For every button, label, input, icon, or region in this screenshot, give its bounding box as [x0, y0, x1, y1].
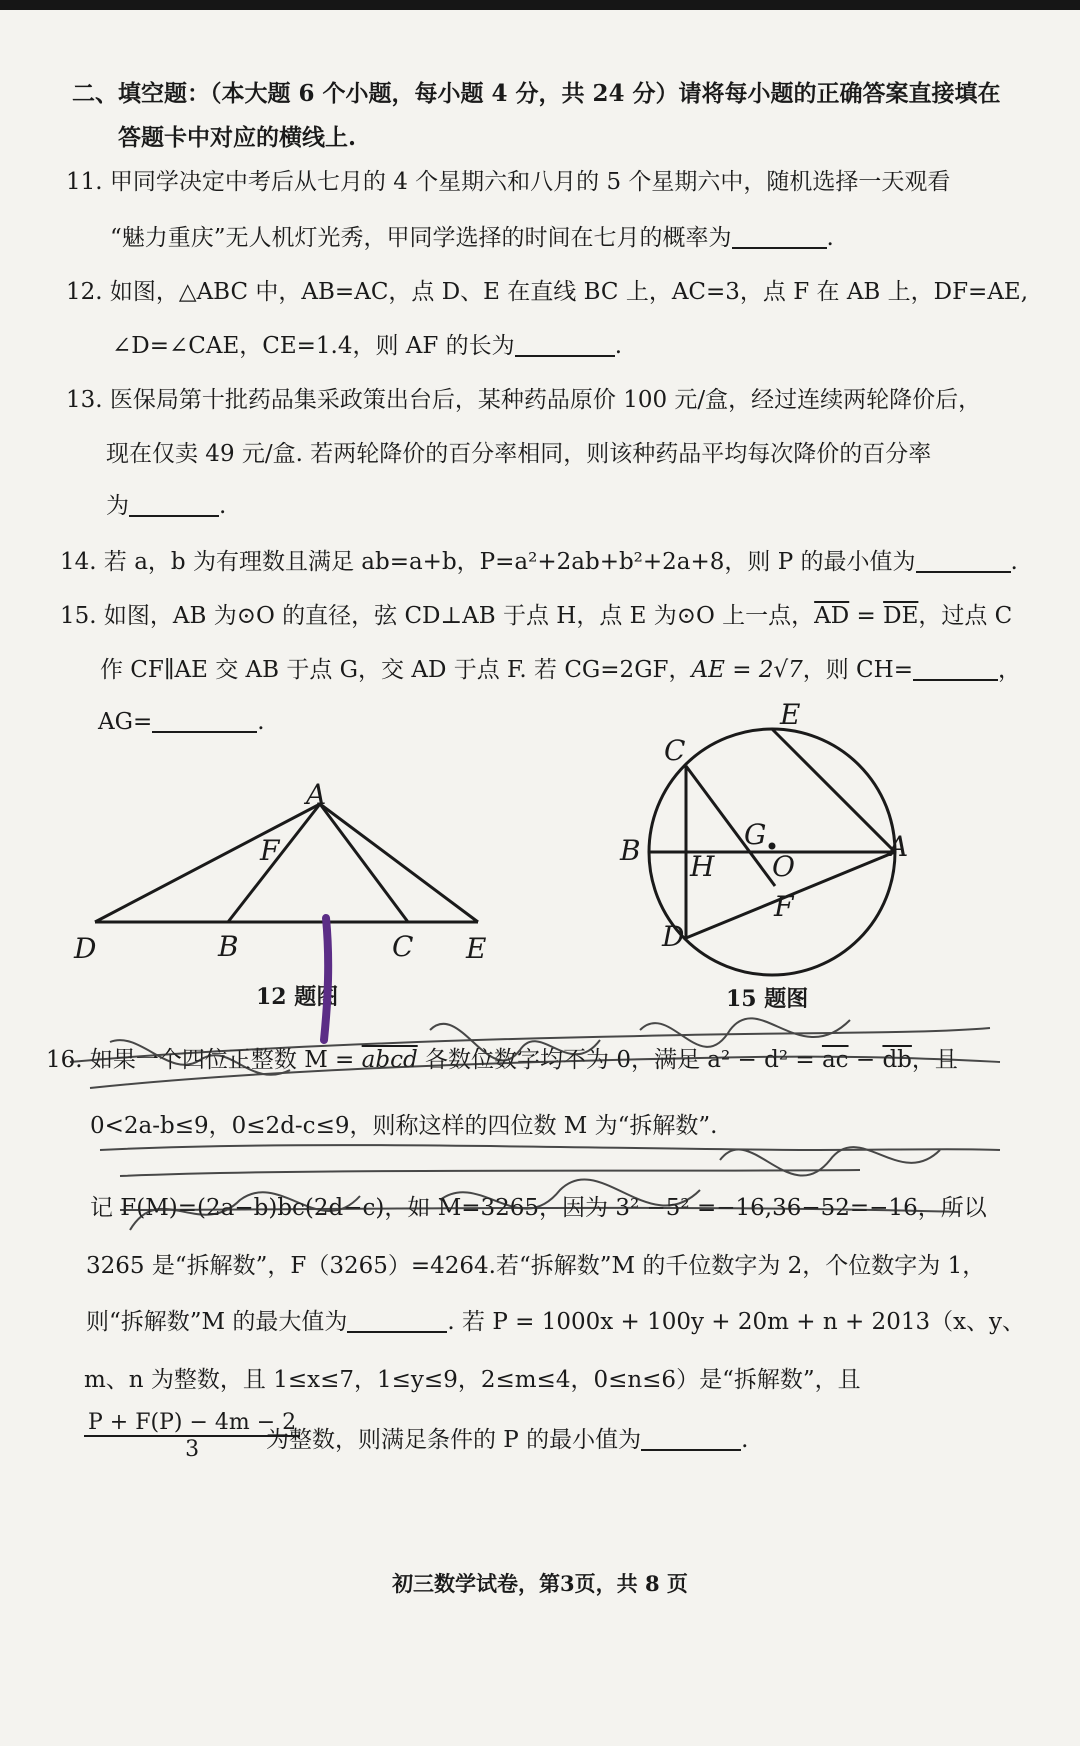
- fig12-label-a: A: [306, 778, 327, 811]
- fig15-label-c: C: [664, 734, 686, 767]
- q16-max-blank[interactable]: [347, 1309, 447, 1333]
- fig15-label-b: B: [620, 834, 641, 867]
- q16-line1: [46, 1044, 958, 1076]
- fig15-label-g: G: [744, 818, 767, 851]
- q13-answer-blank[interactable]: [129, 493, 219, 517]
- q16-min-blank[interactable]: [641, 1427, 741, 1451]
- q15-text-b: ，过点 C: [918, 603, 1013, 629]
- q16-ac: $\overline{ac}$: [821, 1047, 849, 1073]
- q15-text-a: 15. 如图，AB 为⊙O 的直径，弦 CD⊥AB 于点 H，点 E 为⊙O 上一点，: [60, 603, 815, 629]
- q12-text: ∠D=∠CAE，CE=1.4，则 AF 的长为: [112, 333, 515, 359]
- q14-period: .: [1010, 549, 1018, 575]
- q15-comma: ，: [998, 657, 1021, 683]
- q16-frac-num: P + F(P) − 4m − 2: [84, 1410, 300, 1437]
- fig12-label-c: C: [392, 930, 414, 963]
- q15-period: .: [257, 709, 265, 735]
- q12-period: .: [614, 333, 622, 359]
- q15-formula: AE = 2√7: [691, 657, 803, 683]
- q16-db: $\overline{db}$: [882, 1047, 912, 1073]
- figure-15: [620, 700, 920, 980]
- q16-line5: [86, 1306, 1025, 1338]
- q16-text-5: 则“拆解数”M 的最大值为: [86, 1309, 348, 1335]
- q16-line3: 记 F(M)=(2a−b)bc(2d−c)，如 M=3265，因为 3² −5² =−16,36−52=−16，所以: [90, 1195, 987, 1221]
- q14-answer-blank[interactable]: [916, 549, 1011, 573]
- q11-line1: 11. 甲同学决定中考后从七月的 4 个星期六和八月的 5 个星期六中，随机选择一天观看: [66, 169, 951, 195]
- q16-line6: m、n 为整数，且 1≤x≤7，1≤y≤9，2≤m≤4，0≤n≤6）是“拆解数”，且: [84, 1367, 861, 1393]
- top-dark-bar: [0, 0, 1080, 10]
- q14-line1: [60, 546, 1018, 578]
- fig12-label-d: D: [74, 932, 97, 965]
- q16-text-5b: . 若 P = 1000x + 100y + 20m + n + 2013（x、y、: [447, 1309, 1026, 1335]
- fig12-label-e: E: [466, 932, 487, 965]
- q16-line7: [266, 1424, 748, 1456]
- q11-text: “魅力重庆”无人机灯光秀，甲同学选择的时间在七月的概率为: [110, 225, 732, 251]
- q11-answer-blank[interactable]: [732, 225, 827, 249]
- q12-answer-blank[interactable]: [515, 333, 615, 357]
- q11-period: .: [826, 225, 834, 251]
- q15-text-c: 作 CF∥AE 交 AB 于点 G，交 AD 于点 F. 若 CG=2GF，: [100, 657, 692, 683]
- q16-frac-den: 3: [185, 1437, 200, 1462]
- fig12-line-da: [95, 804, 320, 922]
- fig15-label-e: E: [780, 698, 801, 731]
- q16-line2: 0<2a-b≤9，0≤2d-c≤9，则称这样的四位数 M 为“拆解数”.: [90, 1113, 718, 1139]
- q15-ag-blank[interactable]: [152, 709, 257, 733]
- q13-period: .: [219, 493, 227, 519]
- q15-arc-de: $\overline{DE}$: [883, 603, 919, 629]
- section-header-cont: 答题卡中对应的横线上.: [118, 124, 357, 151]
- q11-line2: [110, 222, 834, 254]
- q15-line3: [98, 706, 265, 738]
- q13-line1: 13. 医保局第十批药品集采政策出台后，某种药品原价 100 元/盒，经过连续两轮降价后，: [66, 387, 982, 413]
- q12-line1: 12. 如图，△ABC 中，AB=AC，点 D、E 在直线 BC 上，AC=3，点 F 在 AB 上，DF=AE,: [66, 279, 1029, 305]
- q15-line2: [100, 654, 1021, 686]
- fig12-line-ae: [320, 804, 478, 922]
- fig15-label-o: O: [772, 850, 795, 883]
- fig15-label-d: D: [662, 920, 685, 953]
- fig12-line-ac: [320, 804, 408, 922]
- q12-line2: [112, 330, 622, 362]
- q16-abcd: abcd: [361, 1047, 418, 1073]
- q15-ch-blank[interactable]: [913, 657, 998, 681]
- q15-line1: [60, 600, 1012, 632]
- page-footer: 初三数学试卷，第3页，共 8 页: [392, 1571, 688, 1596]
- fig15-label-a: A: [888, 830, 909, 863]
- fig12-label-b: B: [218, 930, 239, 963]
- q14-text: 14. 若 a，b 为有理数且满足 ab=a+b，P=a²+2ab+b²+2a+8，则 P 的最小值为: [60, 549, 916, 575]
- q15-eq: =: [849, 603, 884, 629]
- fig12-label-f: F: [260, 834, 280, 867]
- q15-ag-label: AG=: [98, 709, 153, 735]
- q13-text: 为: [106, 493, 129, 519]
- section-header: 二、填空题：（本大题 6 个小题，每小题 4 分，共 24 分）请将每小题的正确答案直接填在: [72, 80, 1001, 107]
- fig15-label-h: H: [690, 850, 715, 883]
- fig15-caption: 15 题图: [726, 986, 809, 1012]
- q13-line2: 现在仅卖 49 元/盒. 若两轮降价的百分率相同，则该种药品平均每次降价的百分率: [106, 441, 932, 467]
- q15-arc-ad: $\overline{AD}$: [814, 603, 850, 629]
- q15-text-d: ，则 CH=: [802, 657, 913, 683]
- q16-line4: 3265 是“拆解数”，F（3265）=4264.若“拆解数”M 的千位数字为 2，个位数字为 1，: [86, 1253, 986, 1279]
- fig15-label-f: F: [774, 890, 794, 923]
- fig15-center-dot: [769, 843, 776, 850]
- fig15-line-ea: [772, 729, 895, 852]
- q16-text-b: 各数位数字均不为 0，满足 a² − d² =: [417, 1047, 822, 1073]
- q16-period: .: [741, 1427, 749, 1453]
- q16-text-a: 16. 如果一个四位正整数 M =: [46, 1047, 362, 1073]
- q16-minus: −: [848, 1047, 883, 1073]
- q16-text-d: ，且: [911, 1047, 958, 1073]
- q16-text-7: 为整数，则满足条件的 P 的最小值为: [266, 1427, 642, 1453]
- figure-12: [70, 770, 500, 970]
- q13-line3: [106, 490, 226, 522]
- fig12-caption: 12 题图: [256, 984, 339, 1010]
